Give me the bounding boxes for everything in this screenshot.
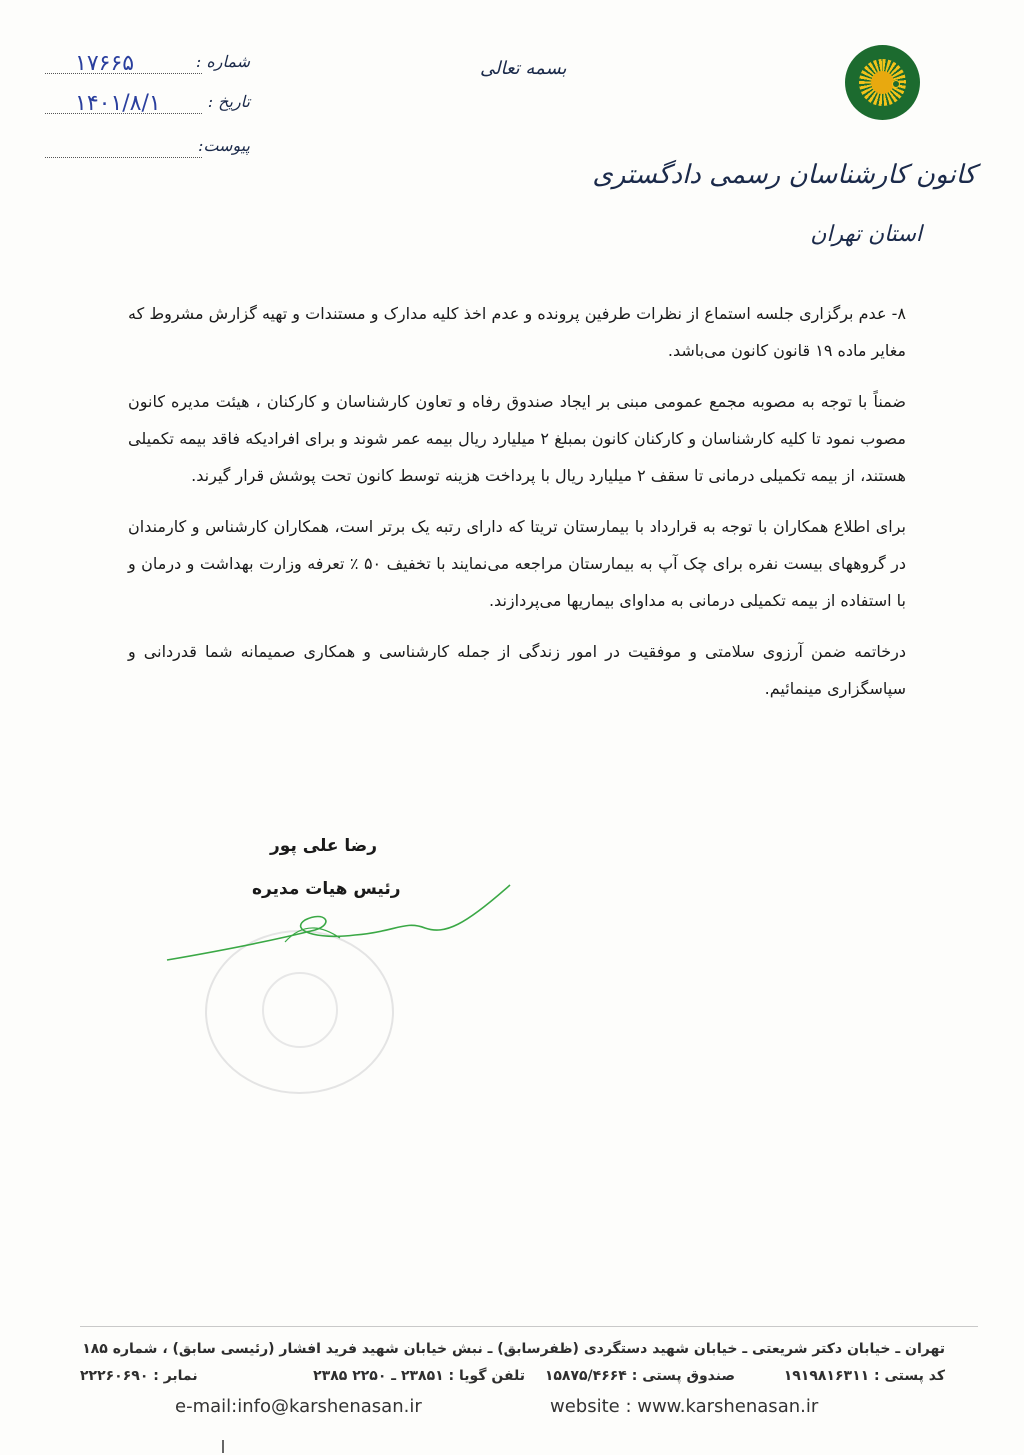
footer-divider <box>80 1326 978 1327</box>
body-paragraph: ۸- عدم برگزاری جلسه استماع از نظرات طرفین پرونده و عدم اخذ کلیه مدارک و مستندات و تهیه گزارش مشروط که مغایر ماده ۱۹ قانون کانون می‌باشد. <box>128 304 906 360</box>
footer-address: تهران ـ خیابان دکتر شریعتی ـ خیابان شهید دستگردی (ظفرسابق) ـ نبش خیابان شهید فرید افشار (رئیسی سابق) ، شماره ۱۸۵ <box>82 1341 945 1357</box>
footer-postal-code: کد پستی : ۱۹۱۹۸۱۶۳۱۱ <box>783 1368 945 1384</box>
letter-attachment-label: پیوست: <box>197 136 250 155</box>
letter-number-value: ۱۷۶۶۵ <box>75 51 135 76</box>
footer-phone: تلفن گویا : ۲۳۸۵۱ ـ ۲۲۵۰ ۲۳۸۵ <box>313 1368 525 1384</box>
letter-number-row <box>45 52 250 80</box>
footer-po-box: صندوق پستی : ۱۵۸۷۵/۴۶۶۴ <box>544 1368 735 1384</box>
scan-artifact <box>222 1440 224 1453</box>
letter-date-row <box>45 92 250 120</box>
org-logo <box>845 45 920 120</box>
org-province: استان تهران <box>810 222 922 247</box>
body-paragraph: ضمناً با توجه به مصوبه مجمع عمومی مبنی بر ایجاد صندوق رفاه و تعاون کارشناسان و کارکنان ، هیئت مدیره کانون مصوب نمود تا کلیه کارشناسان و کارکنان کانون بمبلغ ۲ میلیارد ریال بیمه عمر شوند و برای افرادیکه فاقد بیمه تکمیلی هستند، از بیمه تکمیلی درمانی تا سقف ۲ میلیارد ریال با پرداخت هزینه توسط کانون تحت پوشش قرار گیرند. <box>128 392 906 485</box>
letter-body <box>128 295 906 721</box>
handwritten-signature <box>165 880 525 970</box>
letter-date-label: تاریخ : <box>207 92 250 111</box>
org-name: کانون کارشناسان رسمی دادگستری <box>592 160 976 190</box>
footer-fax: نمابر : ۲۲۲۶۰۶۹۰ <box>80 1368 198 1384</box>
letter-date-value: ۱۴۰۱/۸/۱ <box>75 91 161 116</box>
body-paragraph: برای اطلاع همکاران با توجه به قرارداد با بیمارستان تریتا که دارای رتبه یک برتر است، همکاران کارشناس و کارمندان در گروههای بیست نفره برای چک آپ به بیمارستان مراجعه می‌نمایند با تخفیف ۵۰ ٪ تعرفه وزارت بهداشت و درمان و با استفاده از بیمه تکمیلی درمانی به مداوای بیماریها می‌پردازند. <box>128 517 906 610</box>
body-paragraph: درخاتمه ضمن آرزوی سلامتی و موفقیت در امور زندگی از جمله کارشناسی و همکاری صمیمانه شما قدردانی و سپاسگزاری مینمائیم. <box>128 642 906 698</box>
basmala: بسمه تعالی <box>480 58 567 79</box>
signatory-name: رضا علی پور <box>270 836 378 856</box>
letter-number-label: شماره : <box>195 52 250 71</box>
signatory-title: رئیس هیات مدیره <box>252 879 401 899</box>
letter-attachment-row <box>45 136 250 164</box>
footer-website[interactable]: website : www.karshenasan.ir <box>550 1396 819 1417</box>
footer-email[interactable]: e-mail:info@karshenasan.ir <box>175 1396 422 1417</box>
